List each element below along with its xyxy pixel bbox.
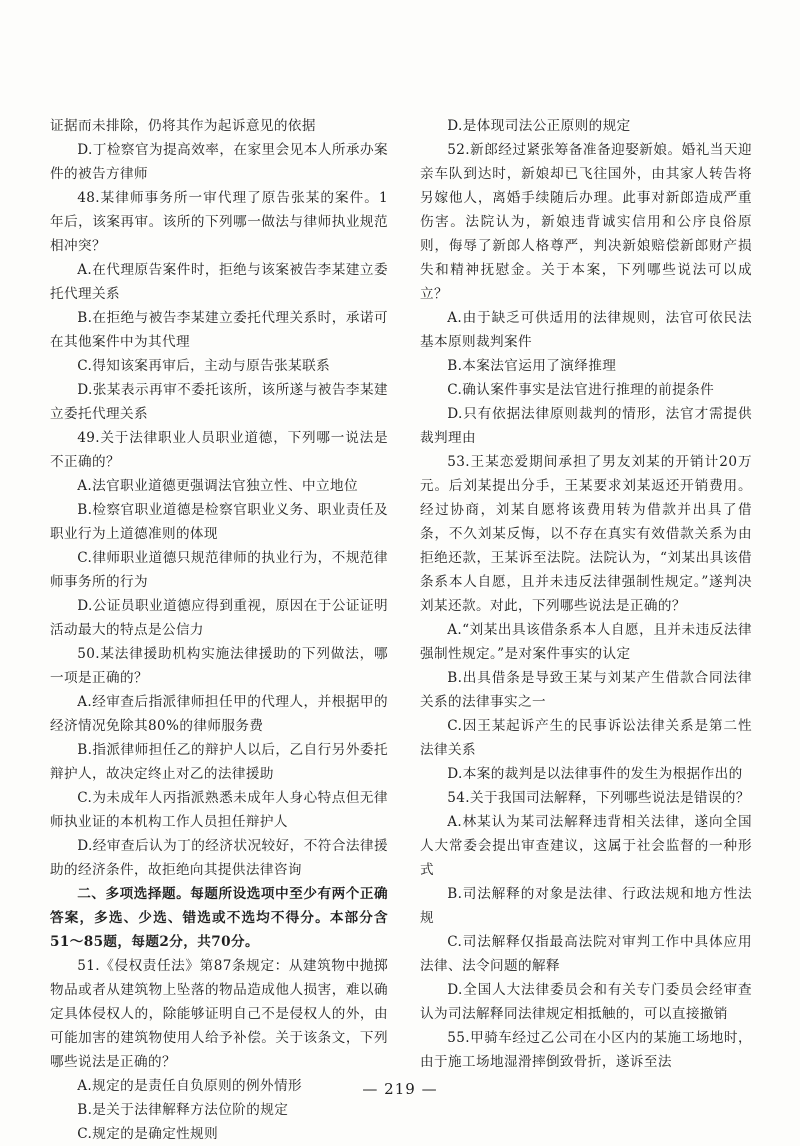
paragraph: D.丁检察官为提高效率，在家里会见本人所承办案件的被告方律师 [50,142,388,182]
paragraph: B.在拒绝与被告李某建立委托代理关系时，承诺可在其他案件中为其代理 [50,310,388,350]
paragraph: A.法官职业道德更强调法官独立性、中立地位 [77,478,359,494]
paragraph: D.公证员职业道德应得到重视，原因在于公证证明活动最大的特点是公信力 [50,598,388,638]
paragraph: 55.甲骑车经过乙公司在小区内的某施工场地时，由于施工场地湿滑摔倒致骨折，遂诉至法 [420,1030,752,1070]
paragraph: 53.王某恋爱期间承担了男友刘某的开销计20万元。后刘某提出分手，王某要求刘某返还开销费用。经过协商，刘某自愿将该费用转为借款并出具了借条，不久刘某反悔，以不存在真实有效借款关系为由拒绝还款，王某诉至法院。法院认为，“刘某出具该借条系本人自愿，且并未违反法律强制性规定。”遂判决刘某还款。对此，下列哪些说法是正确的？ [420,454,752,614]
paragraph: B.是关于法律解释方法位阶的规定 [77,1102,289,1118]
paragraph: D.经审查后认为丁的经济状况较好，不符合法律援助的经济条件，故拒绝向其提供法律咨询 [50,838,388,878]
paragraph: A.由于缺乏可供适用的法律规则，法官可依民法基本原则裁判案件 [420,310,752,350]
paragraph: C.司法解释仅指最高法院对审判工作中具体应用法律、法令问题的解释 [420,934,752,974]
paragraph: C.确认案件事实是法官进行推理的前提条件 [447,382,715,398]
paragraph: A.林某认为某司法解释违背相关法律，遂向全国人大常委会提出审查建议，这属于社会监督的一种形式 [420,814,752,878]
paragraph: B.指派律师担任乙的辩护人以后，乙自行另外委托辩护人，故决定终止对乙的法律援助 [50,742,388,782]
paragraph: C.为未成年人丙指派熟悉未成年人身心特点但无律师执业证的本机构工作人员担任辩护人 [50,790,388,830]
paragraph: B.本案法官运用了演绎推理 [447,358,617,374]
left-column [50,114,388,1146]
paragraph: D.本案的裁判是以法律事件的发生为根据作出的 [447,766,743,782]
paragraph: D.张某表示再审不委托该所，该所遂与被告李某建立委托代理关系 [50,382,388,422]
paragraph: C.律师职业道德只规范律师的执业行为，不规范律师事务所的行为 [50,550,388,590]
right-column [420,114,752,1074]
paragraph: 52.新郎经过紧张筹备准备迎娶新娘。婚礼当天迎亲车队到达时，新娘却已飞往国外，由其家人转告将另嫁他人，离婚手续随后办理。此事对新郎造成严重伤害。法院认为，新娘违背诚实信用和公序良俗原则，侮辱了新郎人格尊严，判决新娘赔偿新郎财产损失和精神抚慰金。关于本案，下列哪些说法可以成立？ [420,142,752,302]
paragraph: B.出具借条是导致王某与刘某产生借款合同法律关系的法律事实之一 [420,670,752,710]
paragraph: A.“刘某出具该借条系本人自愿，且并未违反法律强制性规定。”是对案件事实的认定 [420,622,752,662]
paragraph: 50.某法律援助机构实施法律援助的下列做法，哪一项是正确的？ [50,646,388,686]
paragraph: B.检察官职业道德是检察官职业义务、职业责任及职业行为上道德准则的体现 [50,502,388,542]
paragraph: D.只有依据法律原则裁判的情形，法官才需提供裁判理由 [420,406,752,446]
paragraph: 51.《侵权责任法》第87条规定：从建筑物中抛掷物品或者从建筑物上坠落的物品造成他人损害，难以确定具体侵权人的，除能够证明自己不是侵权人的外，由可能加害的建筑物使用人给予补偿。关于该条文，下列哪些说法是正确的？ [50,958,388,1070]
paragraph: B.司法解释的对象是法律、行政法规和地方性法规 [420,886,752,926]
paragraph: 证据而未排除，仍将其作为起诉意见的依据 [50,118,316,134]
paragraph: 48.某律师事务所一审代理了原告张某的案件。1年后，该案再审。该所的下列哪一做法与律师执业规范相冲突？ [50,190,388,254]
paragraph: D.是体现司法公正原则的规定 [447,118,631,134]
paragraph: C.因王某起诉产生的民事诉讼法律关系是第二性法律关系 [420,718,752,758]
page-number: — 219 — [362,1080,438,1098]
paragraph: 54.关于我国司法解释，下列哪些说法是错误的？ [447,790,750,806]
paragraph: A.规定的是责任自负原则的例外情形 [77,1078,303,1094]
paragraph: A.在代理原告案件时，拒绝与该案被告李某建立委托代理关系 [50,262,388,302]
paragraph: A.经审查后指派律师担任甲的代理人，并根据甲的经济情况免除其80%的律师服务费 [50,694,388,734]
paragraph: C.得知该案再审后，主动与原告张某联系 [77,358,331,374]
paragraph: 49.关于法律职业人员职业道德，下列哪一说法是不正确的？ [50,430,388,470]
paragraph: D.全国人大法律委员会和有关专门委员会经审查认为司法解释同法律规定相抵触的，可以直接撤销 [420,982,752,1022]
section-heading: 二、多项选择题。每题所设选项中至少有两个正确答案，多选、少选、错选或不选均不得分。本部分含51～85题，每题2分，共70分。 [50,886,388,950]
paragraph: C.规定的是确定性规则 [77,1126,219,1142]
